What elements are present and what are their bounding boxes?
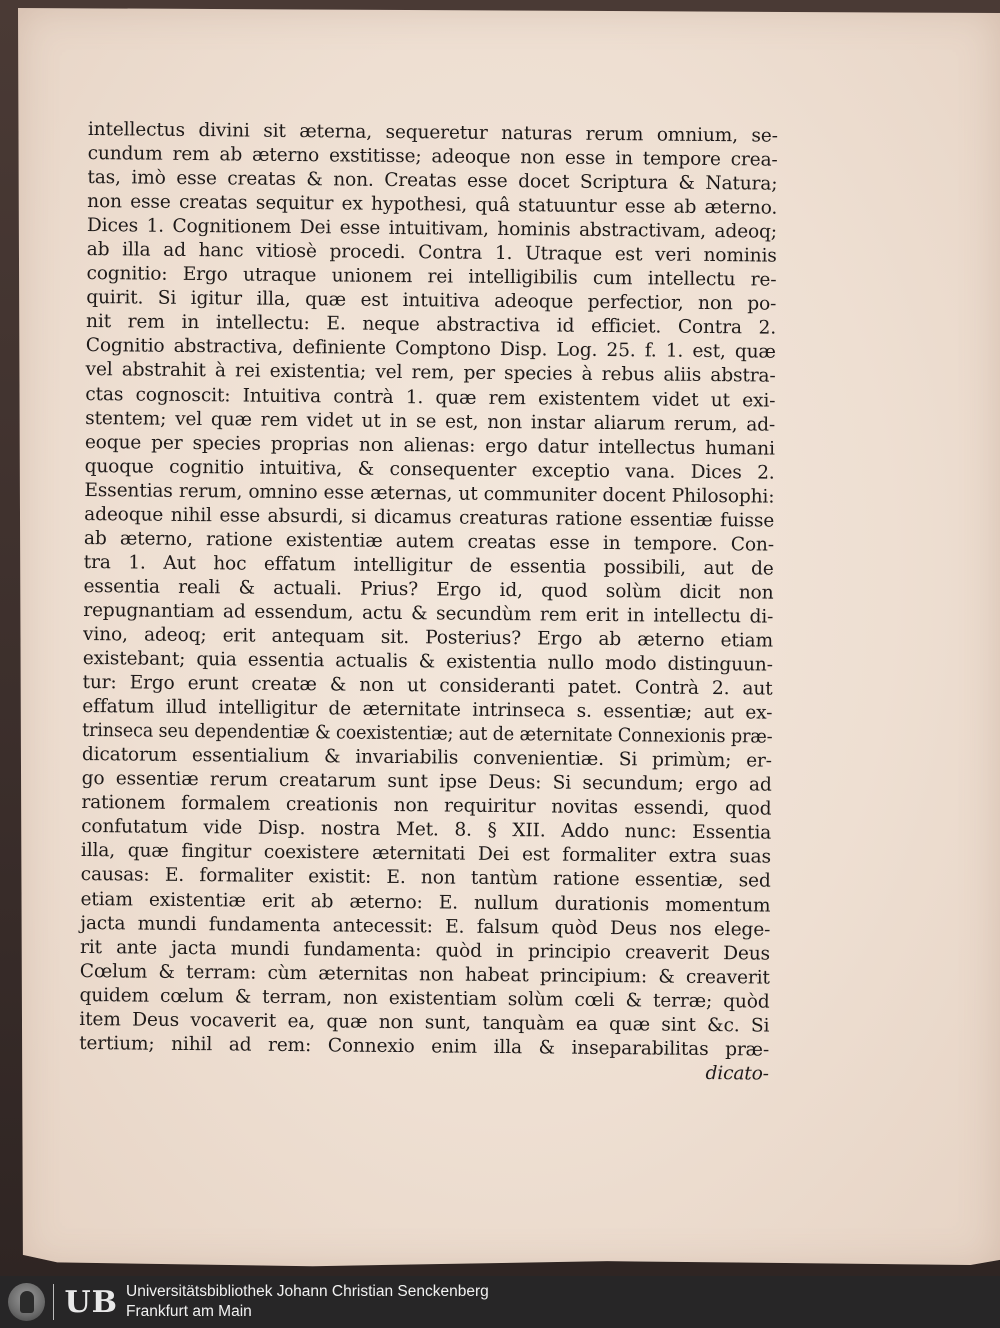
text-line: nit rem in intellectu: E. neque abstractiva id efficiet. Contra 2. xyxy=(85,311,777,339)
text-line: ab æterno, ratione existentiæ autem creatas esse in tempore. Con- xyxy=(83,527,775,556)
logo-divider xyxy=(53,1284,55,1320)
text-line: rationem formalem creationis non requiritur novitas essendi, quod xyxy=(81,792,772,820)
text-line: dicatorum essentialium & invariabilis convenientiæ. Si primùm; er- xyxy=(81,744,772,772)
text-line: Cognitio abstractiva, definiente Comptono Disp. Log. 25. f. 1. est, quæ xyxy=(85,335,776,364)
text-line: dicato- xyxy=(705,1062,769,1085)
institution-line-1: Universitätsbibliothek Johann Christian Senckenberg xyxy=(126,1283,489,1300)
text-line: jacta mundi fundamenta antecessit: E. falsum quòd Deus nos elege- xyxy=(80,912,771,941)
text-line: eoque per species proprias non alienas: ergo datur intellectus humani xyxy=(84,431,775,460)
text-line: adeoque nihil esse absurdi, si dicamus creaturas ratione essentiæ fuisse xyxy=(84,503,775,532)
text-line: tra 1. Aut hoc effatum intelligitur de essentia possibili, aut de xyxy=(83,551,774,580)
text-line: Essentias rerum, omnino esse æternas, ut communiter docent Philosophi: xyxy=(84,479,775,508)
document-body-text xyxy=(79,118,778,1086)
text-line: trinseca seu dependentiæ & coexistentiæ; aut de æternitate Connexionis præ- xyxy=(82,720,773,748)
text-line: quirit. Si igitur illa, quæ est intuitiva adeoque perfectior, non po- xyxy=(86,287,777,315)
text-line: go essentiæ rerum creatarum sunt ipse Deus: Si secundum; ergo ad xyxy=(81,768,772,796)
text-line: Dices 1. Cognitionem Dei esse intuitivam, hominis abstractivam, adeoq; xyxy=(86,215,778,243)
institution-name xyxy=(126,1282,489,1322)
text-line: ab illa ad hanc vitiosè procedi. Contra 1. Utraque est veri nominis xyxy=(86,239,777,267)
text-line: rit ante jacta mundi fundamenta: quòd in principio creaverit Deus xyxy=(79,936,771,965)
text-line: cognitio: Ergo utraque unionem rei intelligibilis cum intellectu re- xyxy=(86,263,777,291)
text-line: confutatum vide Disp. nostra Met. 8. § XII. Addo nunc: Essentia xyxy=(81,816,772,844)
text-line: non esse creatas sequitur ex hypothesi, quâ statuuntur esse ab æterno. xyxy=(87,191,778,219)
text-line: tas, imò esse creatas & non. Creatas esse docet Scriptura & Natura; xyxy=(87,167,778,195)
logo-text: UB xyxy=(64,1284,118,1320)
text-line: vino, adeoq; erit antequam sit. Posterius? Ergo ab æterno etiam xyxy=(82,623,774,652)
text-line: effatum illud intelligitur de æternitate intrinseca s. essentiæ; aut ex- xyxy=(82,696,773,724)
text-line: ctas cognoscit: Intuitiva contrà 1. quæ rem existentem videt ut exi- xyxy=(85,383,776,412)
text-line: cundum rem ab æterno exstitisse; adeoque non esse in tempore crea- xyxy=(87,143,778,171)
text-line: etiam existentiæ erit ab æterno: E. nullum durationis momentum xyxy=(80,888,771,917)
text-line: tur: Ergo erunt creatæ & non ut consideranti patet. Contrà 2. aut xyxy=(82,672,773,700)
library-footer xyxy=(0,1276,1000,1328)
text-line: intellectus divini sit æterna, sequeretur naturas rerum omnium, se- xyxy=(87,118,778,147)
library-emblem-icon xyxy=(8,1283,45,1321)
institution-line-2: Frankfurt am Main xyxy=(126,1303,252,1320)
text-line: existebant; quia essentia actualis & existentia nullo modo distinguun- xyxy=(82,648,773,676)
text-line: tertium; nihil ad rem: Connexio enim illa & inseparabilitas præ- xyxy=(79,1032,770,1061)
text-line: Cœlum & terram: cùm æternitas non habeat principium: & creaverit xyxy=(79,960,770,989)
text-line: quoque cognitio intuitiva, & consequenter exceptio vana. Dices 2. xyxy=(84,455,775,484)
text-line: vel abstrahit à rei existentia; vel rem, per species à rebus aliis abstra- xyxy=(85,359,776,388)
text-line: causas: E. formaliter existit: E. non tantùm ratione essentiæ, sed xyxy=(80,864,771,893)
text-line: stentem; vel quæ rem videt ut in se est, non instar aliarum rerum, ad- xyxy=(85,407,776,436)
text-line: quidem cœlum & terram, non existentiam solùm cœli & terræ; quòd xyxy=(79,984,770,1013)
text-line: repugnantiam ad essendum, actu & secundùm rem erit in intellectu di- xyxy=(83,599,774,628)
text-line: item Deus vocaverit ea, quæ non sunt, tanquàm ea quæ sint &c. Si xyxy=(79,1008,770,1037)
text-line: illa, quæ fingitur coexistere æternitati Dei est formaliter extra suas xyxy=(80,840,772,868)
library-logo[interactable] xyxy=(8,1282,118,1322)
text-line: essentia reali & actuali. Prius? Ergo id, quod solùm dicit non xyxy=(83,575,774,604)
